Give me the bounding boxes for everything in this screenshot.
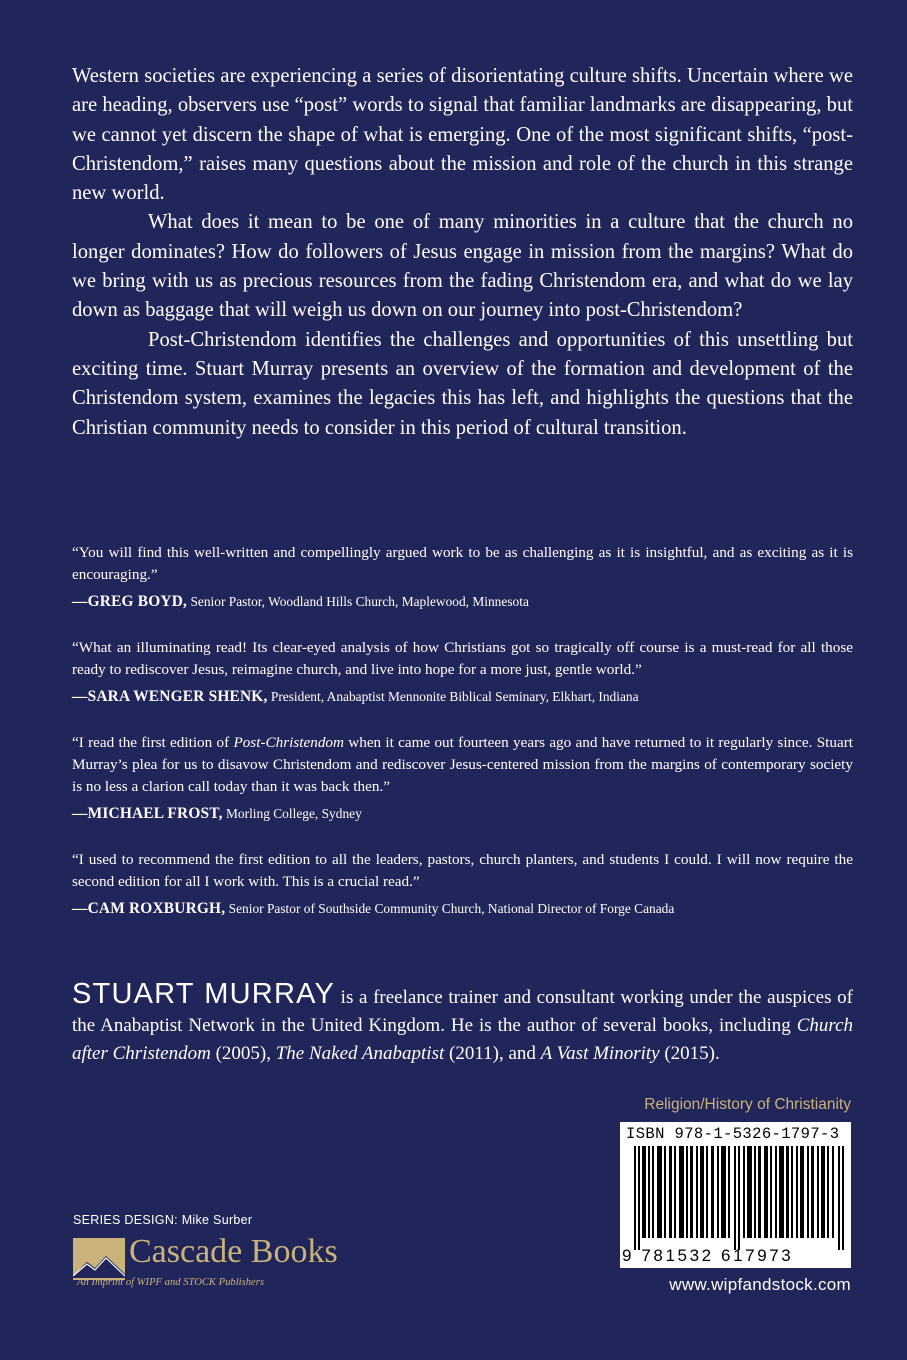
description-blurb (72, 62, 853, 443)
barcode-bars (634, 1146, 844, 1250)
quoted-book-title: Post-Christendom (233, 734, 344, 751)
endorser-affiliation: Senior Pastor of Southside Community Church, National Director of Forge Canada (228, 901, 675, 916)
bio-text: (2005), (210, 1043, 276, 1064)
category-label: Religion/History of Christianity (644, 1096, 851, 1113)
endorser-affiliation: Senior Pastor, Woodland Hills Church, Maplewood, Minnesota (190, 594, 529, 609)
blurb-paragraph-1: Western societies are experiencing a series of disorientating culture shifts. Uncertain where we are heading, observers use “post” words to signal that familiar landmarks are disappearing, but we cannot yet discern the shape of what is emerging. One of the most significant shifts, “post-Christendom,” raises many questions about the mission and role of the church in this strange new world. (72, 65, 853, 205)
author-bio (72, 980, 853, 1068)
endorser-affiliation: President, Anabaptist Mennonite Biblical Seminary, Elkhart, Indiana (270, 689, 639, 704)
publisher-website[interactable]: www.wipfandstock.com (669, 1275, 851, 1294)
publisher-name: Cascade Books (129, 1233, 338, 1270)
endorser-name: —CAM ROXBURGH, (72, 900, 226, 917)
isbn-number: ISBN 978-1-5326-1797-3 (626, 1125, 840, 1143)
publisher-imprint: An Imprint of WIPF and STOCK Publishers (77, 1277, 264, 1288)
endorser-name: —SARA WENGER SHENK, (72, 688, 268, 705)
bio-text: (2011), and (444, 1043, 541, 1064)
endorsement-quote: “You will find this well-written and compellingly argued work to be as challenging as it is insightful, and as exciting as it is encouraging.” (72, 544, 853, 583)
endorsement-quote: “What an illuminating read! Its clear-eyed analysis of how Christians got so tragically off course is a must-read for all those ready to rediscover Jesus, reimagine church, and live into hope for a more just, gentle world.” (72, 639, 853, 678)
endorsement-attribution (72, 592, 853, 612)
endorsement-3 (72, 732, 853, 824)
endorsement-attribution (72, 899, 853, 919)
endorser-name: —MICHAEL FROST, (72, 805, 223, 822)
blurb-paragraph-3: Post-Christendom identifies the challenges and opportunities of this unsettling but exciting time. Stuart Murray presents an overview of the formation and development of the Christendom system, examines the legacies this has left, and highlights the questions that the Christian community needs to consider in this period of cultural transition. (72, 328, 853, 439)
bio-text: is a freelance trainer and consultant working under the auspices of the Anabaptist Network in the United Kingdom. He is the author of several books, including (72, 987, 853, 1036)
endorsement-1 (72, 542, 853, 612)
quote-part: “I read the first edition of (72, 734, 234, 751)
endorsement-2 (72, 637, 853, 707)
endorsement-attribution (72, 687, 853, 707)
barcode-digits: 9 781532 617973 (622, 1246, 794, 1265)
endorser-affiliation: Morling College, Sydney (226, 806, 362, 821)
endorsements (72, 542, 853, 944)
book-title: The Naked Anabaptist (275, 1043, 445, 1064)
publisher-logo (73, 1233, 403, 1296)
endorsement-4 (72, 849, 853, 919)
series-design-credit: SERIES DESIGN: Mike Surber (73, 1213, 253, 1227)
endorsement-quote: “I used to recommend the first edition to all the leaders, pastors, church planters, and students I could. I will now require the second edition for all I work with. This is a crucial read.” (72, 851, 853, 890)
bio-text: (2015). (659, 1043, 720, 1064)
book-title: A Vast Minority (540, 1043, 660, 1064)
blurb-paragraph-2: What does it mean to be one of many minorities in a culture that the church no longer dominates? How do followers of Jesus engage in mission from the margins? What do we bring with us as precious resources from the fading Christendom era, and what do we lay down as baggage that will weigh us down on our journey into post-Christendom? (72, 211, 853, 322)
isbn-barcode (620, 1122, 851, 1268)
endorser-name: —GREG BOYD, (72, 593, 188, 610)
book-title: Church after Christendom (72, 1015, 853, 1064)
endorsement-quote (72, 732, 853, 798)
quote-part: when it came out fourteen years ago and have returned to it regularly since. Stuart Murray’s plea for us to disavow Christendom and rediscover Jesus-centered mission from the margins of contemporary society is no less a clarion call today than it was back then.” (72, 734, 853, 795)
endorsement-attribution (72, 804, 853, 824)
author-name: STUART MURRAY (72, 978, 336, 1010)
